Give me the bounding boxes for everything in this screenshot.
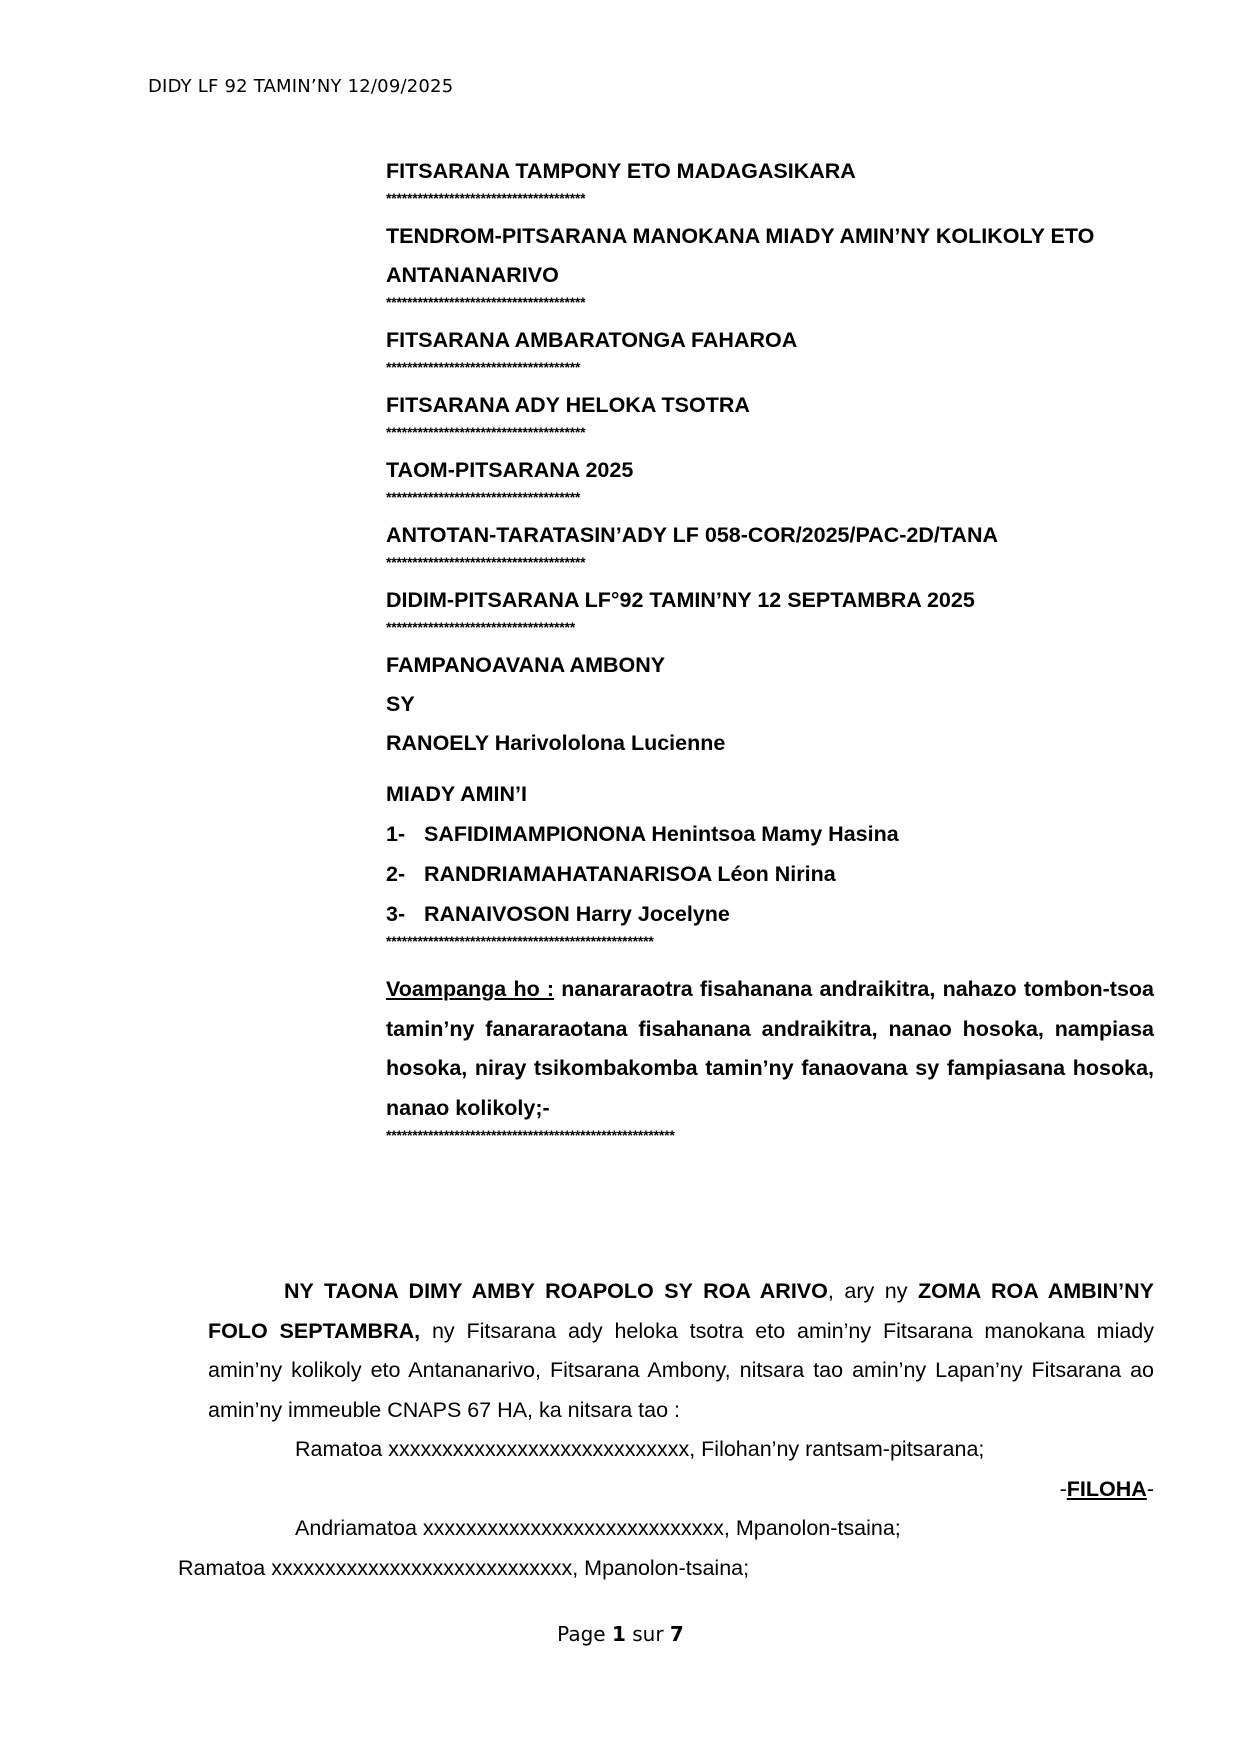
defendant-given-name: Henintsoa Mamy Hasina	[651, 822, 899, 846]
heading-anti-corruption-court: TENDROM-PITSARANA MANOKANA MIADY AMIN’NY KOLIKOLY ETO ANTANANARIVO	[386, 224, 1095, 287]
footer-total-pages: 7	[669, 1622, 684, 1646]
court-heading-block	[386, 152, 1154, 1154]
separator-stars: ***************************************************	[386, 934, 654, 949]
party-prosecution: FAMPANOAVANA AMBONY	[386, 653, 666, 677]
separator-stars: *******************************************************	[386, 1128, 675, 1143]
page-footer	[0, 1622, 1241, 1646]
filoha-line	[208, 1470, 1154, 1510]
heading-second-degree: FITSARANA AMBARATONGA FAHAROA	[386, 328, 798, 352]
plaintiff-surname: RANOELY	[386, 731, 489, 755]
hearing-description: ny Fitsarana ady heloka tsotra eto amin’ny Fitsarana manokana miady amin’ny kolikoly eto Antananarivo, Fitsarana Ambony, nitsara tao amin’ny Lapan’ny Fitsarana ao amin’ny immeuble CNAPS 67 HA, ka nitsara tao :	[208, 1318, 1155, 1422]
charges-paragraph	[386, 970, 1154, 1128]
footer-sur: sur	[625, 1622, 670, 1646]
defendant-number: 3-	[386, 902, 406, 926]
party-conjunction: SY	[386, 692, 415, 716]
separator-stars: **************************************	[386, 555, 586, 570]
date-year-bold: NY TAONA DIMY AMBY ROAPOLO SY ROA ARIVO	[284, 1279, 828, 1303]
assessor-line-2: Ramatoa xxxxxxxxxxxxxxxxxxxxxxxxxxxx, Mpanolon-tsaina;	[178, 1555, 750, 1580]
heading-criminal-court: FITSARANA ADY HELOKA TSOTRA	[386, 393, 750, 417]
defendant-surname: RANDRIAMAHATANARISOA	[424, 862, 712, 886]
defendant-surname: SAFIDIMAMPIONONA	[424, 822, 646, 846]
heading-judicial-year: TAOM-PITSARANA 2025	[386, 458, 634, 482]
defendant-item	[386, 854, 1154, 894]
separator-stars: *************************************	[386, 360, 581, 375]
president-line: Ramatoa xxxxxxxxxxxxxxxxxxxxxxxxxxxx, Filohan’ny rantsam-pitsarana;	[295, 1437, 985, 1461]
heading-supreme-court: FITSARANA TAMPONY ETO MADAGASIKARA	[386, 159, 856, 183]
party-civil-plaintiff	[386, 724, 1154, 763]
footer-current-page: 1	[611, 1622, 626, 1646]
date-connector: , ary ny	[827, 1279, 918, 1303]
party-against: MIADY AMIN’I	[386, 782, 527, 806]
heading-case-number: ANTOTAN-TARATASIN’ADY LF 058-COR/2025/PAC-2D/TANA	[386, 523, 999, 547]
defendant-surname: RANAIVOSON	[424, 902, 570, 926]
separator-stars: ************************************	[386, 620, 575, 635]
separator-stars: *************************************	[386, 490, 581, 505]
judgment-body	[178, 1272, 1155, 1588]
heading-judgment-number: DIDIM-PITSARANA LF°92 TAMIN’NY 12 SEPTAMBRA 2025	[386, 588, 975, 612]
defendant-item	[386, 814, 1154, 854]
defendant-given-name: Harry Jocelyne	[575, 902, 730, 926]
separator-stars: **************************************	[386, 295, 586, 310]
defendant-number: 2-	[386, 862, 406, 886]
defendant-number: 1-	[386, 822, 406, 846]
defendant-given-name: Léon Nirina	[717, 862, 836, 886]
separator-stars: **************************************	[386, 191, 586, 206]
date-day-bold: ZOMA ROA AMBIN’NY FOLO SEPTAMBRA,	[208, 1279, 1154, 1343]
charges-label: Voampanga ho :	[386, 977, 555, 1001]
page-header: DIDY LF 92 TAMIN’NY 12/09/2025	[148, 76, 454, 97]
defendant-item	[386, 894, 1154, 934]
hearing-date-paragraph	[208, 1272, 1154, 1430]
filoha-prefix: -	[1059, 1476, 1067, 1501]
separator-stars: **************************************	[386, 425, 586, 440]
filoha-suffix: -	[1146, 1476, 1154, 1501]
assessor-line-1: Andriamatoa xxxxxxxxxxxxxxxxxxxxxxxxxxxx, Mpanolon-tsaina;	[295, 1516, 901, 1540]
footer-page-label: Page	[557, 1622, 612, 1646]
plaintiff-given-name: Harivololona Lucienne	[494, 731, 726, 755]
filoha-label: FILOHA	[1066, 1476, 1147, 1501]
charges-text: nanararaotra fisahanana andraikitra, nahazo tombon-tsoa tamin’ny fanararaotana fisahanana andraikitra, nanao hosoka, nampiasa hosoka, niray tsikombakomba tamin’ny fanaovana sy fampiasana hosoka, nanao kolikoly;-	[386, 977, 1155, 1120]
